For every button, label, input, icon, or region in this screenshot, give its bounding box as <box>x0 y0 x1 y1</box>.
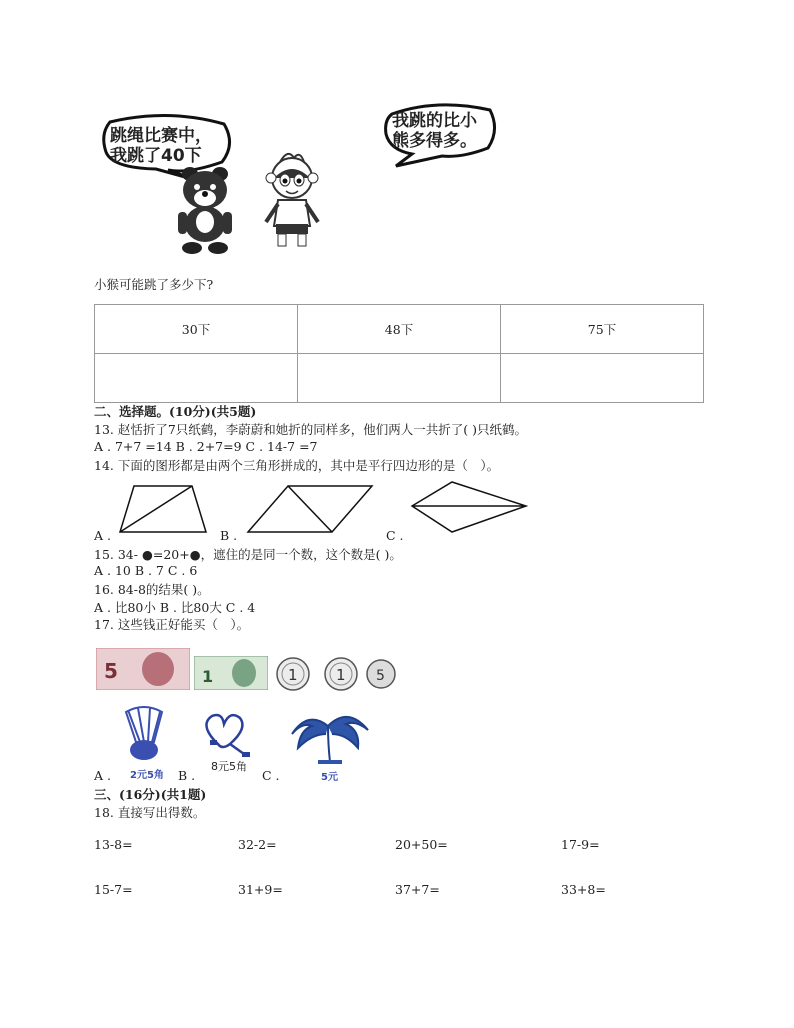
bear-illustration <box>172 160 238 256</box>
q14-label-c: C . <box>386 528 404 543</box>
calc-r2-c3: 37+7= <box>395 882 440 897</box>
price-b: 8元5角 <box>211 760 247 773</box>
svg-text:5: 5 <box>376 668 385 684</box>
q14-label-a: A . <box>94 528 111 543</box>
answer-choice-table <box>94 304 704 403</box>
calc-r1-c4: 17-9= <box>561 837 600 852</box>
coin-5-jiao <box>366 659 396 689</box>
coin-1-yuan-a <box>276 657 310 691</box>
calc-r1-c2: 32-2= <box>238 837 277 852</box>
q16-text: 16. 84-8的结果( )。 <box>94 582 210 597</box>
monkey-speech-line2: 熊多得多。 <box>392 131 477 151</box>
svg-text:5: 5 <box>104 659 118 683</box>
q15-options: A . 10 B . 7 C . 6 <box>94 563 198 578</box>
shuttlecock-icon <box>116 706 172 762</box>
q14-label-b: B . <box>220 528 238 543</box>
plant-toy-icon <box>288 704 370 766</box>
q17-label-c: C . <box>262 768 280 783</box>
shape-trapezoid <box>118 484 210 534</box>
svg-text:1: 1 <box>202 667 214 686</box>
answer-cell-1[interactable] <box>95 354 298 403</box>
choice-cell-2: 48下 <box>298 305 501 354</box>
q15-text: 15. 34- ●=20+●，遮住的是同一个数，这个数是( )。 <box>94 547 402 562</box>
section-3-heading: 三、(16分)(共1题) <box>94 787 207 802</box>
q13-options: A . 7+7 =14 B . 2+7=9 C . 14-7 =7 <box>94 439 318 454</box>
bear-speech-line2: 我跳了40下 <box>110 146 202 166</box>
q16-options: A . 比80小 B . 比80大 C . 4 <box>94 600 256 615</box>
coin-1-yuan-b <box>324 657 358 691</box>
banknote-5-yuan <box>96 648 190 690</box>
bear-speech-line1: 跳绳比赛中， <box>110 126 212 146</box>
banknote-1-yuan <box>194 656 268 690</box>
shape-parallelogram <box>246 484 376 534</box>
choice-cell-3: 75下 <box>501 305 704 354</box>
question-intro: 小猴可能跳了多少下? <box>94 277 214 292</box>
q13-text: 13. 赵恬折了7只纸鹤，李蔚蔚和她折的同样多，他们两人一共折了( )只纸鹤。 <box>94 422 528 437</box>
section-2-heading: 二、选择题。(10分)(共5题) <box>94 404 257 419</box>
answer-cell-3[interactable] <box>501 354 704 403</box>
svg-text:1: 1 <box>336 666 346 684</box>
q17-label-a: A . <box>94 768 111 783</box>
calc-r2-c4: 33+8= <box>561 882 606 897</box>
q14-text: 14. 下面的图形都是由两个三角形拼成的，其中是平行四边形的是（ ）。 <box>94 458 500 473</box>
price-a: 2元5角 <box>130 770 164 781</box>
calc-r1-c1: 13-8= <box>94 837 133 852</box>
q18-text: 18. 直接写出得数。 <box>94 805 206 820</box>
jump-rope-icon <box>200 710 254 760</box>
calc-r1-c3: 20+50= <box>395 837 448 852</box>
answer-cell-2[interactable] <box>298 354 501 403</box>
svg-text:1: 1 <box>288 666 298 684</box>
calc-r2-c1: 15-7= <box>94 882 133 897</box>
q17-label-b: B . <box>178 768 196 783</box>
monkey-speech-line1: 我跳的比小 <box>392 111 477 131</box>
choice-cell-1: 30下 <box>95 305 298 354</box>
price-c: 5元 <box>321 772 338 783</box>
shape-kite <box>410 480 528 536</box>
monkey-illustration <box>258 148 326 250</box>
calc-r2-c2: 31+9= <box>238 882 283 897</box>
q17-text: 17. 这些钱正好能买（ ）。 <box>94 617 250 632</box>
